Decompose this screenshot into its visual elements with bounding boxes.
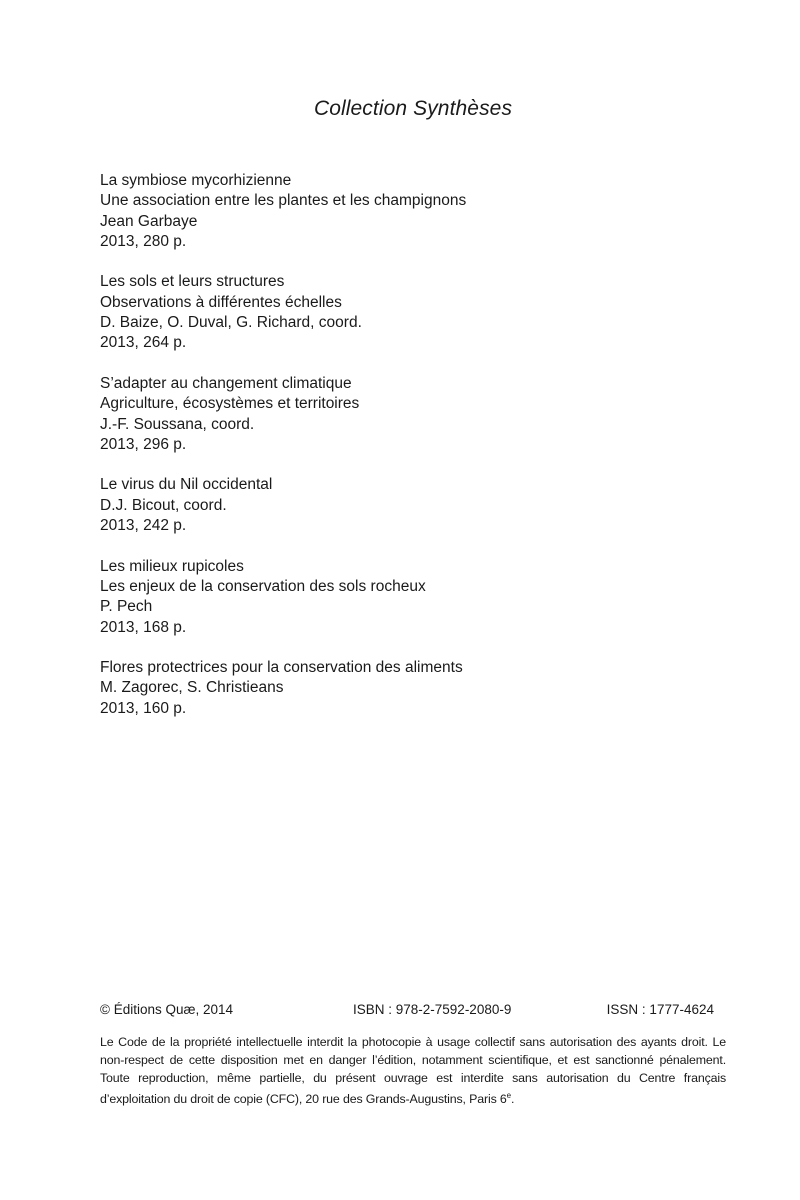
issn: ISSN : 1777-4624 <box>606 1002 714 1017</box>
legal-notice-end: . <box>510 1092 515 1107</box>
book-entry-line: M. Zagorec, S. Christieans <box>100 679 284 697</box>
book-entry-line: 2013, 280 p. <box>100 232 187 250</box>
book-entry-line: D.J. Bicout, coord. <box>100 496 227 514</box>
book-entry-line: Agriculture, écosystèmes et territoires <box>100 395 360 413</box>
book-entry <box>100 658 720 719</box>
book-entry-line: 2013, 160 p. <box>100 699 187 717</box>
book-entry-line: Les milieux rupicoles <box>100 557 244 575</box>
isbn: ISBN : 978-2-7592-2080-9 <box>353 1002 512 1017</box>
copyright-notice: © Éditions Quæ, 2014 <box>100 1002 234 1017</box>
book-entry-line: 2013, 296 p. <box>100 435 187 453</box>
book-entry-line: Les enjeux de la conservation des sols rocheux <box>100 577 426 595</box>
legal-notice-text: Le Code de la propriété intellectuelle interdit la photocopie à usage collectif sans autorisation des ayants droit. Le non-respect de cette disposition met en danger l’édition, notamment scientifique, et est sanctionné pénalement. Toute reproduction, même partielle, du présent ouvrage est interdite sans autorisation du Centre français d’exploitation du droit de copie (CFC), 20 rue des Grands-Augustins, Paris 6 <box>100 1035 726 1107</box>
book-entry-line: Observations à différentes échelles <box>100 293 342 311</box>
collection-title: Collection Synthèses <box>313 97 513 120</box>
book-entry <box>100 272 720 353</box>
legal-notice-superscript: e <box>506 1091 511 1101</box>
book-entry-line: 2013, 242 p. <box>100 517 187 535</box>
book-entry-line: Flores protectrices pour la conservation des aliments <box>100 659 463 677</box>
book-entry <box>100 475 720 536</box>
book-entry-line: Une association entre les plantes et les champignons <box>100 192 467 210</box>
book-entry-line: La symbiose mycorhizienne <box>100 172 292 189</box>
book-entry <box>100 171 720 252</box>
book-entry-line: S’adapter au changement climatique <box>100 374 352 392</box>
book-entry-line: J.-F. Soussana, coord. <box>100 415 255 433</box>
book-entry-line: Jean Garbaye <box>100 212 198 230</box>
book-entry-line: D. Baize, O. Duval, G. Richard, coord. <box>100 314 362 332</box>
book-entry-line: 2013, 264 p. <box>100 334 187 352</box>
legal-notice <box>100 1034 726 1109</box>
book-entry <box>100 374 720 455</box>
book-entry-line: 2013, 168 p. <box>100 618 187 636</box>
book-entry-line: Les sols et leurs structures <box>100 273 285 291</box>
book-entry-line: Le virus du Nil occidental <box>100 476 273 494</box>
book-entry <box>100 557 720 638</box>
book-entry-line: P. Pech <box>100 598 153 616</box>
book-list <box>100 171 720 739</box>
